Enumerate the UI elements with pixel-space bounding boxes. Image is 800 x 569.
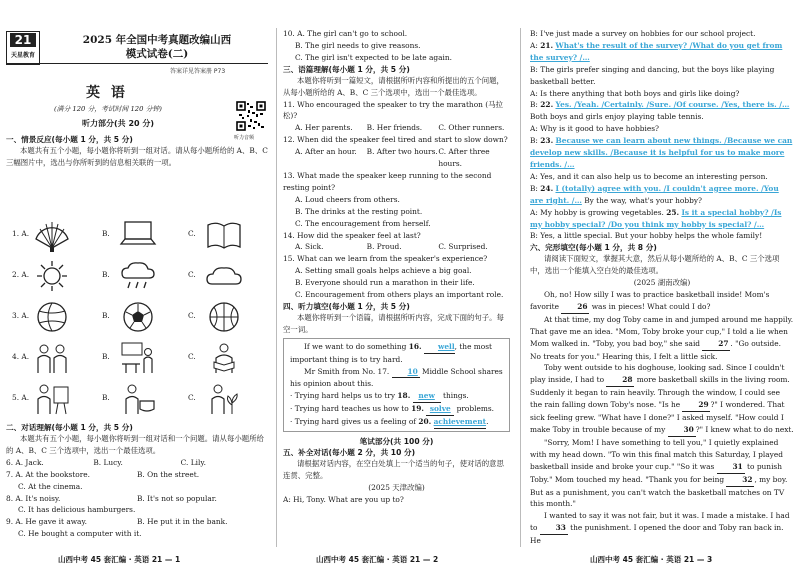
text: ?" I wondered. That sick feeling grew. "What have I done?" I asked myself. "How could I make Toby in trouble because of my bbox=[530, 400, 785, 434]
dialog-23 bbox=[530, 135, 794, 171]
option-a: A. After an hour. bbox=[295, 147, 357, 157]
option-label: B. bbox=[102, 393, 110, 402]
text: ?" I knew what to do next. bbox=[695, 425, 794, 434]
question-7 bbox=[6, 469, 268, 481]
exam-title-line1: 2025 年全国中考真题改编山西 bbox=[82, 34, 232, 46]
dialog-25 bbox=[530, 207, 794, 231]
cloze-paragraph bbox=[530, 437, 794, 510]
section-2-title: 二、对话理解(每小题 1 分，共 5 分) bbox=[6, 423, 133, 432]
text: "Sorry, Mom! I have something to tell you," I quietly explained with my head down. "To win this final match this Saturday, I played basketball inside and broke your cup." "So it was bbox=[530, 437, 783, 471]
answer-blank-16[interactable]: well bbox=[424, 341, 455, 354]
option-label: B. bbox=[102, 229, 110, 238]
section-4-instructions: 本题你将听到一个语篇，请根据所听内容，完成下面的句子。每空一词。 bbox=[283, 312, 504, 334]
header-rule bbox=[6, 63, 268, 64]
dialog-line: A: Hi, Tony. What are you up to? bbox=[283, 494, 404, 504]
section-5-instructions: 请根据对话内容，在空白处填上一个适当的句子，使对话的意思连贯、完整。 bbox=[283, 459, 504, 480]
section-3-instructions: 本题你将听到一篇短文，请根据所听内容和所提出的五个问题，从每小题所给的 A、B、C 三个选项中，选出一个最佳选项。 bbox=[283, 75, 504, 97]
text: I wanted to say it was not fair, but it was. I made a mistake. I had to bbox=[530, 511, 790, 533]
cloze-blank[interactable]: 26 bbox=[561, 301, 589, 314]
option-label: C. bbox=[188, 229, 196, 238]
question-11-options bbox=[283, 122, 510, 134]
question-row-3 bbox=[6, 299, 268, 337]
qr-label: 听力音频 bbox=[234, 135, 255, 141]
dialog-line: A: Yes, and it can also help us to become an interesting person. bbox=[530, 171, 768, 181]
speaker: B: bbox=[530, 136, 538, 146]
option-c: C. He bought a computer with it. bbox=[18, 529, 142, 539]
blank-number: 25. bbox=[666, 207, 680, 217]
column-2 bbox=[283, 28, 510, 545]
answer-blank-17[interactable]: 10 bbox=[392, 366, 420, 379]
option-b: B. The drinks at the resting point. bbox=[295, 206, 423, 216]
option-label: B. bbox=[102, 352, 110, 361]
text: If we want to do something bbox=[304, 341, 407, 351]
option-a: 9. A. He gave it away. bbox=[6, 517, 88, 527]
option-b: B. It's not so popular. bbox=[137, 493, 217, 503]
blank-number: 16. bbox=[408, 341, 422, 351]
speaker: B: bbox=[530, 183, 538, 193]
blank-number: 23. bbox=[540, 136, 554, 146]
cloze-paragraph bbox=[530, 510, 794, 545]
text: more basketball skills in the living room. Suddenly it began to rain heavily. Through the window, I could see the rain falling down Toby's nose. "Is he bbox=[530, 375, 790, 410]
page-footer: 山西中考 45 套汇编 · 英语 21 — 3 bbox=[590, 555, 713, 564]
section-6-instructions: 请阅读下面短文，掌握其大意，然后从每小题所给的 A、B、C 三个选项中，选出一个能填入空白处的最佳选项。 bbox=[530, 254, 780, 276]
qr-code-icon[interactable] bbox=[236, 101, 266, 131]
subject-title: 英 语 bbox=[86, 85, 128, 101]
answer-blank-25[interactable]: Is it a special hobby? /Is my hobby special? /Do you think my hobby is special? /… bbox=[530, 207, 782, 229]
text: Oh, no! How silly I was to practice basketball inside! Mom's favorite bbox=[530, 290, 770, 311]
dialog-24 bbox=[530, 183, 794, 207]
option-label: C. bbox=[188, 270, 196, 279]
text: · Trying hard teaches us how to bbox=[290, 404, 409, 414]
option-b: B. Lucy. bbox=[93, 457, 123, 467]
soccer-ball-icon bbox=[118, 299, 158, 335]
section-2 bbox=[6, 422, 268, 545]
question-14-options bbox=[283, 241, 510, 253]
fan-icon bbox=[32, 217, 72, 253]
text: · Trying hard helps us to try bbox=[290, 391, 396, 401]
answer-blank-20[interactable]: achievement bbox=[434, 416, 486, 429]
answer-blank-23[interactable]: Because we can learn about new things. /Because we can develop new skills. /Because it is helpful for us to make more friends. /… bbox=[530, 136, 793, 169]
option-c: C. Lily. bbox=[180, 457, 206, 467]
column-divider bbox=[520, 28, 521, 547]
option-c: C. After three hours. bbox=[438, 147, 490, 169]
option-a: A. Loud cheers from others. bbox=[295, 194, 400, 204]
dialog-line: B: The girls prefer singing and dancing, but the boys like playing basketball better. bbox=[530, 64, 775, 86]
publisher-logo: 天星教育 bbox=[10, 52, 35, 59]
cloze-blank[interactable]: 31 bbox=[717, 461, 745, 474]
unit-number: 21 bbox=[10, 33, 36, 47]
option-c: C. At the cinema. bbox=[18, 481, 83, 491]
question-row-4 bbox=[6, 340, 268, 378]
text: things. bbox=[442, 391, 469, 401]
option-label: C. bbox=[188, 393, 196, 402]
unit-badge bbox=[6, 31, 40, 65]
text: was in pieces! What could I do? bbox=[591, 301, 711, 311]
option-b: B. After two hours. bbox=[366, 147, 438, 157]
option-b: B. He put it in the bank. bbox=[137, 517, 228, 527]
answer-blank-24[interactable]: I (totally) agree with you. /I couldn't agree more. /You are right. /… bbox=[530, 183, 779, 205]
option-label: 2. A. bbox=[12, 270, 30, 279]
option-label: C. bbox=[188, 352, 196, 361]
section-6-title: 六、完形填空(每小题 1 分，共 8 分) bbox=[530, 243, 657, 253]
page-footer: 山西中考 45 套汇编 · 英语 21 — 1 bbox=[58, 555, 181, 564]
fill-line-18 bbox=[290, 390, 503, 403]
written-part-title: 笔试部分(共 100 分) bbox=[359, 437, 434, 447]
source-note: (2025 天津改编) bbox=[368, 482, 425, 492]
option-c: C. Other runners. bbox=[438, 123, 505, 133]
column-3 bbox=[530, 28, 794, 545]
question-15: 15. What can we learn from the speaker's experience? bbox=[283, 254, 488, 264]
exam-header bbox=[6, 31, 268, 63]
option-a: 8. A. It's noisy. bbox=[6, 493, 61, 503]
option-c: C. It has delicious hamburgers. bbox=[18, 505, 136, 515]
speaker: B: bbox=[530, 100, 538, 110]
blank-number: 21. bbox=[540, 40, 554, 50]
dialog-21 bbox=[530, 40, 794, 64]
section-1-title: 一、情景反应(每小题 1 分，共 5 分) bbox=[6, 135, 133, 144]
dialog-line: A: Is there anything that both boys and girls like doing? bbox=[530, 88, 740, 98]
answer-blank-21[interactable]: What's the result of the survey? /What do you get from the survey? /… bbox=[530, 40, 783, 62]
rain-cloud-icon bbox=[118, 258, 158, 294]
option-a: 10. A. The girl can't go to school. bbox=[283, 29, 408, 38]
cloze-blank[interactable]: 32 bbox=[726, 474, 754, 487]
speaker: A: My hobby is growing vegetables. bbox=[530, 207, 664, 217]
text: to punish Toby." Mom touched my head. "Thank you for being bbox=[530, 461, 782, 484]
text: problems. bbox=[456, 404, 494, 414]
speaker: A: bbox=[530, 40, 538, 50]
cloze-blank[interactable]: 33 bbox=[540, 522, 568, 535]
exam-title-line2: 模式试卷(二) bbox=[125, 48, 189, 60]
option-b: B. On the street. bbox=[137, 469, 200, 479]
question-12-options bbox=[283, 146, 510, 170]
option-b: B. Her friends. bbox=[366, 123, 423, 133]
text: , my boy. But as a punishment, you can't watch the basketball matches on TV this month." bbox=[530, 474, 788, 509]
exam-meta: (满分 120 分，考试时间 120 分钟) bbox=[54, 105, 162, 113]
text: . "Go outside. No treats for you." Hearing this, I felt a little sick. bbox=[530, 338, 781, 361]
reading-icon bbox=[204, 340, 244, 376]
section-2-instructions: 本题共有五个小题，每小题你将听到一组对话和一个问题。请从每小题所给的 A、B、C 三个选项中，选出一个最佳选项。 bbox=[6, 434, 264, 455]
dialog-22 bbox=[530, 99, 794, 123]
text: the punishment. I opened the door and Toby ran back in. He bbox=[530, 523, 784, 545]
option-b: B. The girl needs to give reasons. bbox=[295, 40, 421, 50]
option-a: A. Sick. bbox=[295, 242, 324, 252]
gardening-icon bbox=[204, 381, 244, 417]
sun-icon bbox=[32, 258, 72, 294]
fill-line-19 bbox=[290, 403, 503, 416]
people-talking-icon bbox=[32, 340, 72, 376]
question-12: 12. When did the speaker feel tired and start to slow down? bbox=[283, 135, 508, 145]
text: Middle School shares his opinion about this. bbox=[290, 366, 503, 389]
option-label: 5. A. bbox=[12, 393, 30, 402]
fill-line-17 bbox=[290, 366, 503, 391]
dialog-line: A: Why is it good to have hobbies? bbox=[530, 124, 659, 134]
laptop-icon bbox=[118, 217, 158, 253]
cloudy-icon bbox=[204, 258, 244, 294]
text: . bbox=[486, 417, 489, 427]
blank-number: 18. bbox=[397, 391, 411, 401]
option-b: B. Everyone should run a marathon in their life. bbox=[295, 278, 475, 288]
answer-blank-22[interactable]: Yes. /Yeah. /Certainly. /Sure. /Of course. /Yes, there is. /… bbox=[555, 100, 790, 110]
cloze-blank[interactable]: 29 bbox=[682, 399, 710, 412]
question-6 bbox=[6, 457, 268, 469]
listening-fill-box bbox=[283, 338, 510, 432]
fill-line-20 bbox=[290, 416, 503, 429]
option-label: B. bbox=[102, 270, 110, 279]
question-14: 14. How did the speaker feel at last? bbox=[283, 230, 421, 240]
question-9 bbox=[6, 516, 268, 528]
painting-icon bbox=[32, 381, 72, 417]
option-c: C. Surprised. bbox=[438, 242, 488, 252]
option-label: C. bbox=[188, 311, 196, 320]
option-a: A. Setting small goals helps achieve a big goal. bbox=[295, 266, 472, 276]
option-c: C. The girl isn't expected to be late again. bbox=[295, 52, 453, 62]
book-icon bbox=[204, 217, 244, 253]
section-4-title: 四、听力填空(每小题 1 分，共 5 分) bbox=[283, 301, 410, 311]
blank-number: 22. bbox=[540, 100, 554, 110]
option-b: B. Proud. bbox=[366, 242, 402, 252]
blank-number: 19. bbox=[411, 404, 424, 414]
question-row-5 bbox=[6, 381, 268, 419]
cloze-blank[interactable]: 28 bbox=[606, 374, 634, 387]
option-a: 7. A. At the bookstore. bbox=[6, 469, 90, 479]
option-c: C. Encouragement from others plays an important role. bbox=[295, 290, 504, 300]
dialog-line: B: I've just made a survey on hobbies for our school project. bbox=[530, 29, 756, 38]
fill-line-16 bbox=[290, 341, 503, 366]
answer-blank-19[interactable]: solve bbox=[426, 403, 454, 416]
classroom-icon bbox=[118, 340, 158, 376]
option-a: 6. A. Jack. bbox=[6, 457, 44, 467]
section-5-title: 五、补全对话(每小题 2 分，共 10 分) bbox=[283, 448, 416, 458]
volleyball-icon bbox=[32, 299, 72, 335]
text: By the way, what's your hobby? bbox=[584, 195, 702, 205]
cloze-paragraph bbox=[530, 362, 794, 436]
section-3-title: 三、语篇理解(每小题 1 分，共 5 分) bbox=[283, 64, 410, 74]
answer-blank-18[interactable]: new bbox=[413, 390, 441, 403]
listening-part-title: 听力部分(共 20 分) bbox=[82, 119, 155, 128]
question-8 bbox=[6, 493, 268, 505]
question-row-2 bbox=[6, 258, 268, 296]
question-row-1 bbox=[6, 217, 268, 255]
option-a: A. Her parents. bbox=[295, 123, 353, 133]
answer-reference: 答案详见答案册 P73 bbox=[170, 68, 226, 75]
question-11: 11. Who encouraged the speaker to try the marathon (马拉松)? bbox=[283, 99, 503, 121]
text: Both boys and girls enjoy playing table tennis. bbox=[530, 112, 704, 122]
cooking-icon bbox=[118, 381, 158, 417]
option-label: B. bbox=[102, 311, 110, 320]
text: , the most important thing is to try hard. bbox=[290, 341, 493, 364]
cloze-blank[interactable]: 27 bbox=[702, 338, 730, 351]
question-13: 13. What made the speaker keep running to the second resting point? bbox=[283, 170, 492, 192]
basketball-icon bbox=[204, 299, 244, 335]
option-label: 1. A. bbox=[12, 229, 30, 238]
page-footer: 山西中考 45 套汇编 · 英语 21 — 2 bbox=[316, 555, 439, 564]
dialog-line: B: Yes, a little special. But your hobby helps the whole family! bbox=[530, 231, 763, 241]
section-1-instructions: 本题共有五个小题，每小题你将听到一组对话。请从每小题所给的 A、B、C 三幅图片中，选出与你所听到的信息相关联的一项。 bbox=[6, 146, 268, 167]
option-c: C. The encouragement from herself. bbox=[295, 218, 431, 228]
cloze-blank[interactable]: 30 bbox=[668, 424, 696, 437]
blank-number: 24. bbox=[540, 183, 554, 193]
exam-title bbox=[46, 33, 268, 61]
option-label: 4. A. bbox=[12, 352, 30, 361]
text: Mr Smith from No. 17. bbox=[304, 366, 390, 376]
column-divider bbox=[276, 28, 277, 547]
text: Toby went outside to his doghouse, looking sad. Since I couldn't play inside, I had to bbox=[530, 363, 785, 385]
source-note: (2025 湖南改编) bbox=[633, 278, 691, 288]
blank-number: 20. bbox=[418, 417, 432, 427]
cloze-paragraph bbox=[530, 289, 794, 314]
text: · Trying hard gives us a feeling of bbox=[290, 417, 416, 427]
text: At that time, my dog Toby came in and jumped around me happily. That gave me an idea. "Mom, Toby broke your cup," I told a lie when Mom walked in. "Toby, you bad boy," she said bbox=[530, 314, 794, 348]
option-label: 3. A. bbox=[12, 311, 30, 320]
cloze-paragraph bbox=[530, 314, 794, 363]
